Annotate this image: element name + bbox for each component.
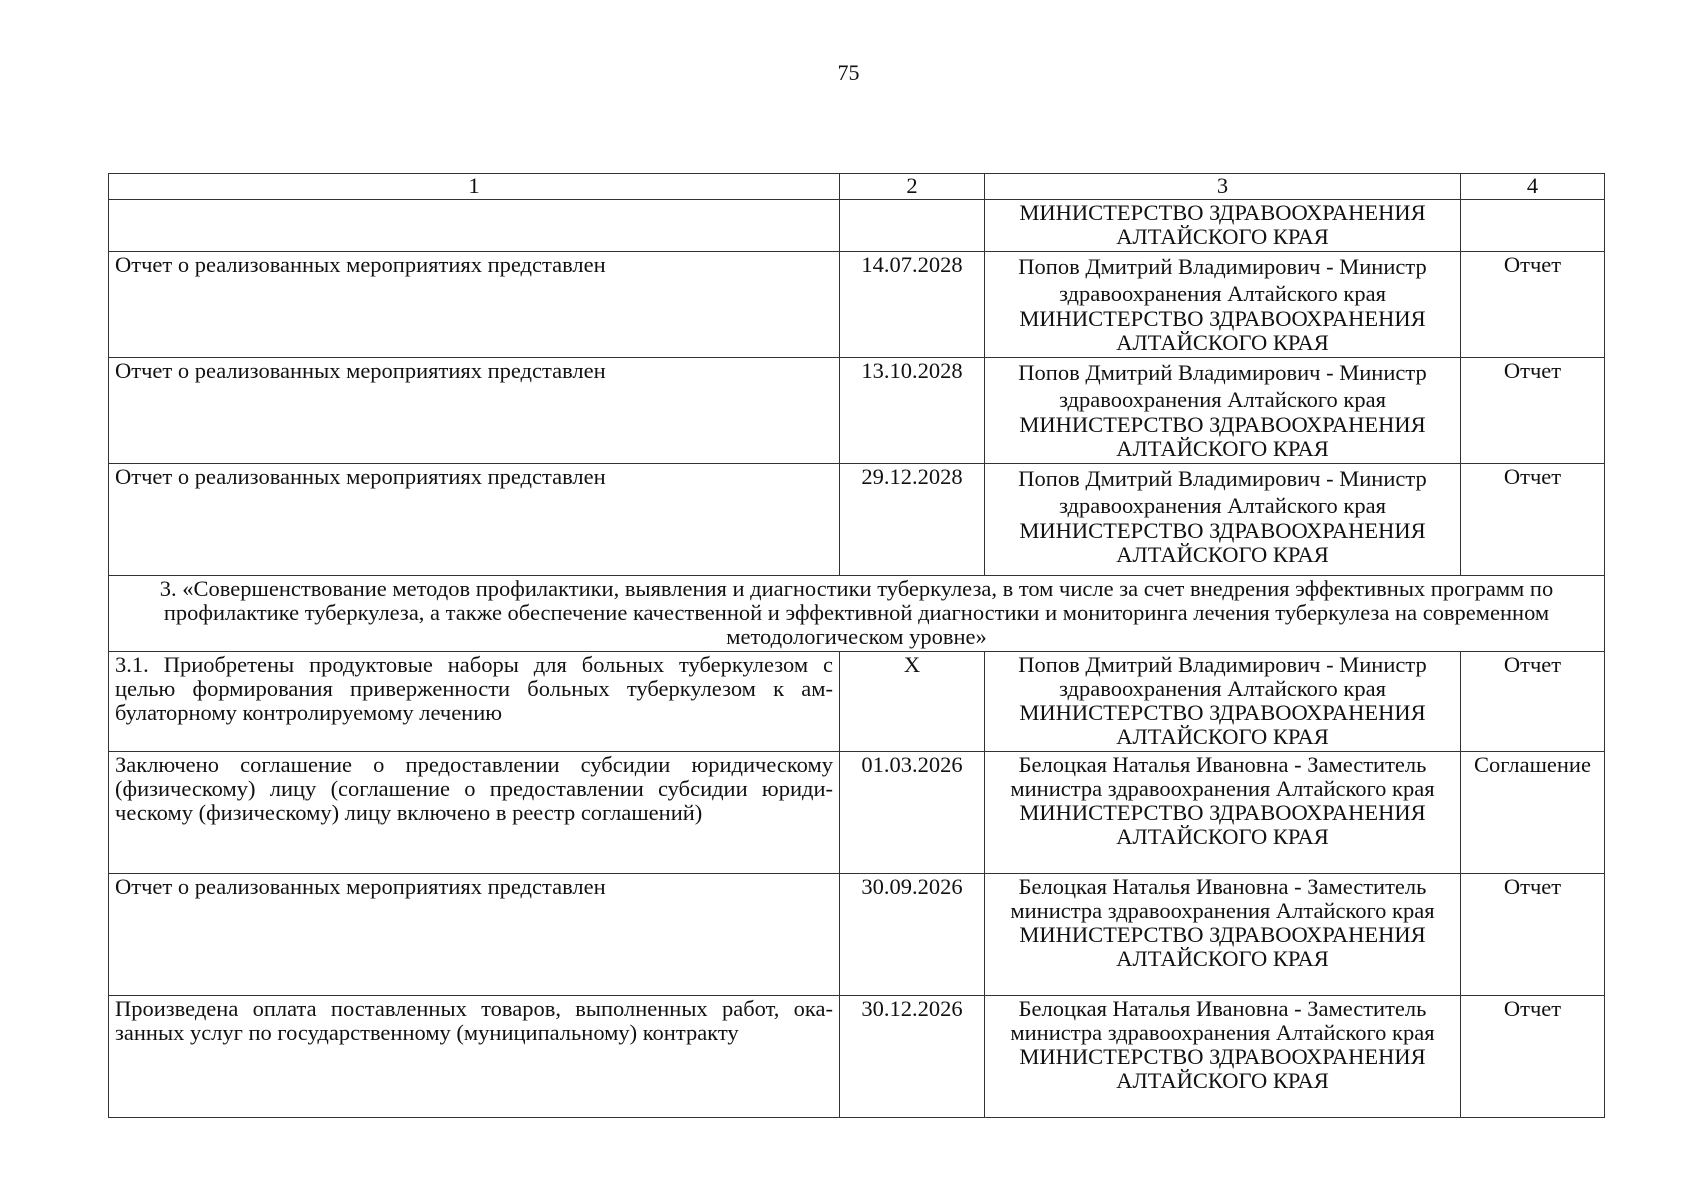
cell-responsible	[985, 252, 1461, 358]
responsible-person: Попов Дмитрий Владимирович - Министр здравоохранения Алтайского края	[1018, 652, 1427, 701]
cell-responsible	[985, 996, 1461, 1118]
cell-name	[109, 200, 840, 252]
cell-date: X	[840, 652, 985, 752]
table-row	[109, 874, 1605, 996]
responsible-org: МИНИСТЕРСТВО ЗДРАВООХРАНЕНИЯ АЛТАЙСКОГО КРАЯ	[1019, 518, 1426, 567]
responsible-org: МИНИСТЕРСТВО ЗДРАВООХРАНЕНИЯ АЛТАЙСКОГО КРАЯ	[1019, 700, 1426, 749]
cell-doc-type: Отчет	[1461, 652, 1605, 752]
cell-doc-type: Отчет	[1461, 358, 1605, 464]
responsible-person: Попов Дмитрий Владимирович - Министр здравоохранения Алтайского края	[1018, 254, 1427, 306]
cell-doc-type	[1461, 200, 1605, 252]
responsible-person: Попов Дмитрий Владимирович - Министр здравоохранения Алтайского края	[1018, 466, 1427, 518]
responsible-person: Белоцкая Наталья Ивановна - Заместитель министра здравоохранения Алтайского края	[1010, 874, 1435, 923]
cell-responsible	[985, 200, 1461, 252]
cell-date: 30.09.2026	[840, 874, 985, 996]
cell-date: 14.07.2028	[840, 252, 985, 358]
responsible-org: МИНИСТЕРСТВО ЗДРАВООХРАНЕНИЯ АЛТАЙСКОГО КРАЯ	[1019, 306, 1426, 355]
cell-doc-type: Отчет	[1461, 252, 1605, 358]
responsible-org: МИНИСТЕРСТВО ЗДРАВООХРАНЕНИЯ АЛТАЙСКОГО КРАЯ	[1019, 200, 1426, 249]
table-row	[109, 358, 1605, 464]
cell-doc-type: Отчет	[1461, 464, 1605, 576]
cell-responsible	[985, 752, 1461, 874]
cell-doc-type: Отчет	[1461, 996, 1605, 1118]
section-title: 3. «Совершенствование методов профилактики, выявления и диагностики туберкулеза, в том числе за счет внедрения эффективных программ по профилактике туберкулеза, а также обеспечение качественной и эффективной диагностики и мониторинга лечения туберкулеза на современном методологическом уровне»	[109, 576, 1605, 652]
cell-responsible	[985, 464, 1461, 576]
cell-name: Отчет о реализованных мероприятиях представлен	[109, 252, 840, 358]
cell-responsible	[985, 874, 1461, 996]
table-header-row	[109, 174, 1605, 200]
responsible-person: Белоцкая Наталья Ивановна - Заместитель министра здравоохранения Алтайского края	[1010, 996, 1435, 1045]
section-row	[109, 576, 1605, 652]
cell-responsible	[985, 358, 1461, 464]
header-col-2: 2	[840, 174, 985, 200]
cell-responsible	[985, 652, 1461, 752]
cell-doc-type: Отчет	[1461, 874, 1605, 996]
table-row	[109, 252, 1605, 358]
table-row	[109, 464, 1605, 576]
cell-date: 30.12.2026	[840, 996, 985, 1118]
responsible-org: МИНИСТЕРСТВО ЗДРАВООХРАНЕНИЯ АЛТАЙСКОГО КРАЯ	[1019, 1044, 1426, 1093]
cell-name: Произведена оплата поставленных товаров, выполненных работ, оказанных услуг по государственному (муниципальному) контракту	[109, 996, 840, 1118]
responsible-org: МИНИСТЕРСТВО ЗДРАВООХРАНЕНИЯ АЛТАЙСКОГО КРАЯ	[1019, 922, 1426, 971]
cell-name: Заключено соглашение о предоставлении субсидии юридическому (физическому) лицу (соглашение о предоставлении субсидии юридическому (физическому) лицу включено в реестр соглашений)	[109, 752, 840, 874]
table-row	[109, 200, 1605, 252]
responsible-person: Попов Дмитрий Владимирович - Министр здравоохранения Алтайского края	[1018, 360, 1427, 412]
table-row	[109, 652, 1605, 752]
cell-date	[840, 200, 985, 252]
responsible-person: Белоцкая Наталья Ивановна - Заместитель министра здравоохранения Алтайского края	[1010, 752, 1435, 801]
page-number: 75	[837, 60, 860, 85]
header-col-4: 4	[1461, 174, 1605, 200]
table-row	[109, 752, 1605, 874]
document-table	[108, 173, 1605, 1118]
cell-name: Отчет о реализованных мероприятиях представлен	[109, 358, 840, 464]
cell-date: 01.03.2026	[840, 752, 985, 874]
header-col-1: 1	[109, 174, 840, 200]
header-col-3: 3	[985, 174, 1461, 200]
cell-name: 3.1. Приобретены продуктовые наборы для больных туберкулезом с целью формирования приверженности больных туберкулезом к амбулаторному контролируемому лечению	[109, 652, 840, 752]
table-row	[109, 996, 1605, 1118]
responsible-org: МИНИСТЕРСТВО ЗДРАВООХРАНЕНИЯ АЛТАЙСКОГО КРАЯ	[1019, 412, 1426, 461]
responsible-org: МИНИСТЕРСТВО ЗДРАВООХРАНЕНИЯ АЛТАЙСКОГО КРАЯ	[1019, 800, 1426, 849]
cell-name: Отчет о реализованных мероприятиях представлен	[109, 464, 840, 576]
cell-date: 29.12.2028	[840, 464, 985, 576]
cell-doc-type: Соглашение	[1461, 752, 1605, 874]
cell-date: 13.10.2028	[840, 358, 985, 464]
cell-name: Отчет о реализованных мероприятиях представлен	[109, 874, 840, 996]
